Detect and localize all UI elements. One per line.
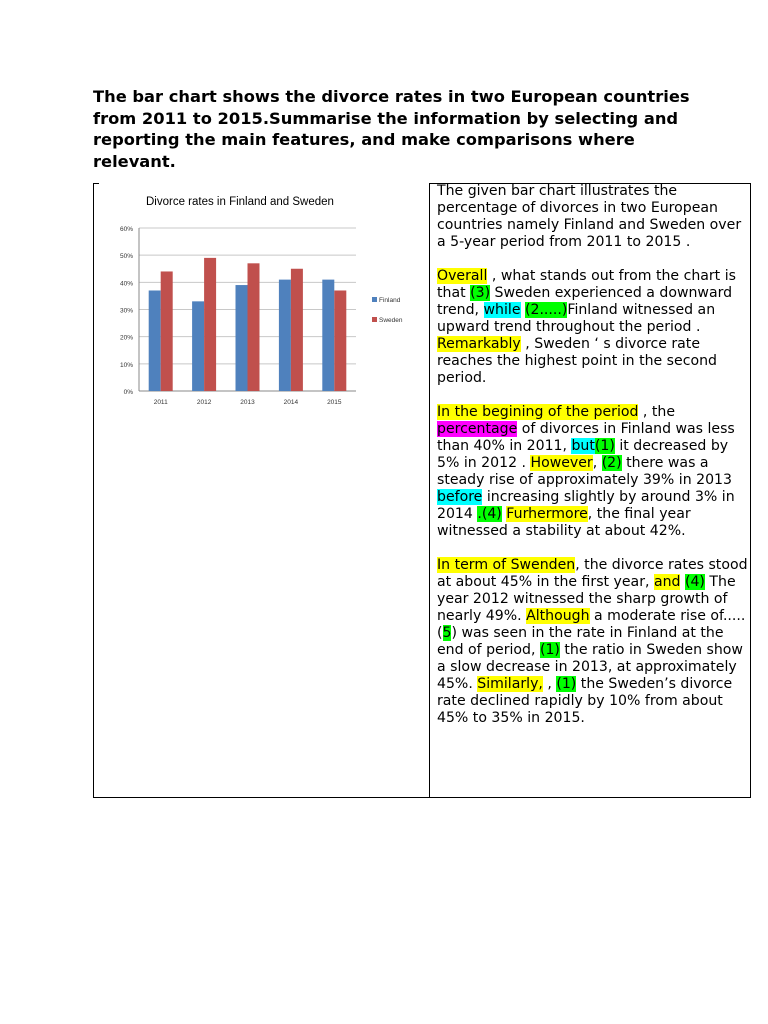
y-tick-label: 10% (119, 361, 133, 369)
y-tick-label: 20% (119, 334, 133, 342)
text-run: there was a steady rise of approximately 39% in 2013 (437, 455, 732, 488)
essay-paragraph-1: The given bar chart illustrates the percentage of divorces in two European countries namely Finland and Sweden over a 5-year period from 2011 to 2015 . (437, 183, 742, 250)
text-run: a moderate rise of.....( (437, 608, 746, 641)
bar-sweden-2014 (291, 269, 303, 391)
highlighted-phrase: Similarly, (477, 676, 543, 692)
essay-paragraph-3 (437, 404, 749, 540)
text-run: , the final year witnessed a stability at about 42%. (437, 506, 691, 539)
highlighted-phrase: while (483, 302, 521, 318)
highlighted-phrase: before (437, 489, 483, 505)
essay-paragraph-4 (437, 557, 749, 727)
highlighted-phrase: However (530, 455, 593, 471)
text-run: ) was seen in the rate in Finland at the end of period, (437, 625, 724, 658)
text-run: of divorces in Finland was less than 40% in 2011, (437, 421, 735, 454)
essay-paragraph-2 (437, 268, 749, 387)
bar-sweden-2011 (161, 271, 173, 391)
highlighted-phrase: Furhermore (506, 506, 588, 522)
highlighted-phrase: (2) (601, 455, 622, 471)
table-right-border (750, 183, 751, 797)
x-tick-label: 2013 (240, 399, 255, 406)
text-run: , what stands out from the chart is that (437, 268, 736, 301)
text-run: , the divorce rates stood at about 45% in the first year, (437, 557, 748, 590)
bar-sweden-2012 (204, 258, 216, 391)
bar-finland-2012 (192, 301, 204, 391)
x-tick-label: 2014 (283, 399, 299, 406)
bar-sweden-2013 (248, 263, 260, 391)
highlighted-phrase: Overall (437, 268, 488, 284)
legend-label-sweden: Sweden (379, 317, 403, 324)
table-left-border (93, 183, 94, 797)
highlighted-phrase: (4) (684, 574, 705, 590)
text-run: , (592, 455, 602, 471)
table-top-left-tick (93, 183, 99, 184)
table-middle-border (429, 183, 430, 797)
highlighted-phrase: (3) (470, 285, 491, 301)
highlighted-phrase: .(4) (477, 506, 502, 522)
text-run: , Sweden ‘ s divorce rate reaches the highest point in the second period. (437, 336, 717, 386)
legend-label-finland: Finland (379, 297, 401, 304)
x-tick-label: 2011 (153, 399, 168, 406)
highlighted-phrase: (1) (594, 438, 615, 454)
highlighted-phrase: In the begining of the period (437, 404, 639, 420)
bar-finland-2014 (279, 280, 291, 391)
bar-sweden-2015 (334, 290, 346, 391)
x-tick-label: 2012 (196, 399, 212, 406)
y-tick-label: 0% (123, 389, 133, 396)
bar-finland-2011 (149, 290, 161, 391)
highlighted-phrase: 5 (442, 625, 452, 641)
highlighted-phrase: and (653, 574, 681, 590)
text-run: the Sweden’s divorce rate declined rapidly by 10% from about 45% to 35% in 2015. (437, 676, 733, 726)
y-tick-label: 60% (119, 226, 133, 233)
chart-legend (372, 297, 403, 324)
highlighted-phrase: (2.....) (524, 302, 568, 318)
legend-swatch-sweden (372, 317, 377, 322)
task-heading: The bar chart shows the divorce rates in two European countries from 2011 to 2015.Summarise the information by selecting and reporting the main features, and make comparisons where relevant. (93, 87, 690, 171)
y-tick-label: 50% (119, 253, 133, 261)
highlighted-phrase: percentage (437, 421, 518, 437)
essay-text (437, 183, 749, 727)
text-run: Finland witnessed an upward trend throughout the period . (437, 302, 716, 335)
text-run: The year 2012 witnessed the sharp growth of nearly 49%. (437, 574, 736, 624)
text-run: , (542, 676, 557, 692)
bar-finland-2015 (322, 280, 334, 391)
highlighted-phrase: Remarkably (437, 336, 521, 352)
y-tick-label: 40% (119, 280, 133, 288)
text-run: Sweden experienced a downward trend, (437, 285, 733, 318)
text-run: the ratio in Sweden show a slow decrease in 2013, at approximately 45%. (437, 642, 743, 692)
legend-swatch-finland (372, 297, 377, 302)
chart-svg (118, 186, 412, 416)
y-tick-label: 30% (119, 307, 133, 315)
text-run: , the (638, 404, 676, 420)
chart-title: Divorce rates in Finland and Sweden (146, 196, 334, 208)
text-run: it decreased by 5% in 2012 . (437, 438, 729, 471)
highlighted-phrase: In term of Swenden (437, 557, 576, 573)
bar-finland-2013 (236, 285, 248, 391)
x-tick-label: 2015 (327, 399, 342, 406)
text-run: increasing slightly by around 3% in 2014 (437, 489, 735, 522)
highlighted-phrase: Although (526, 608, 590, 624)
divorce-rate-chart (118, 186, 412, 416)
highlighted-phrase: (1) (539, 642, 560, 658)
highlighted-phrase: but (571, 438, 595, 454)
highlighted-phrase: (1) (556, 676, 577, 692)
